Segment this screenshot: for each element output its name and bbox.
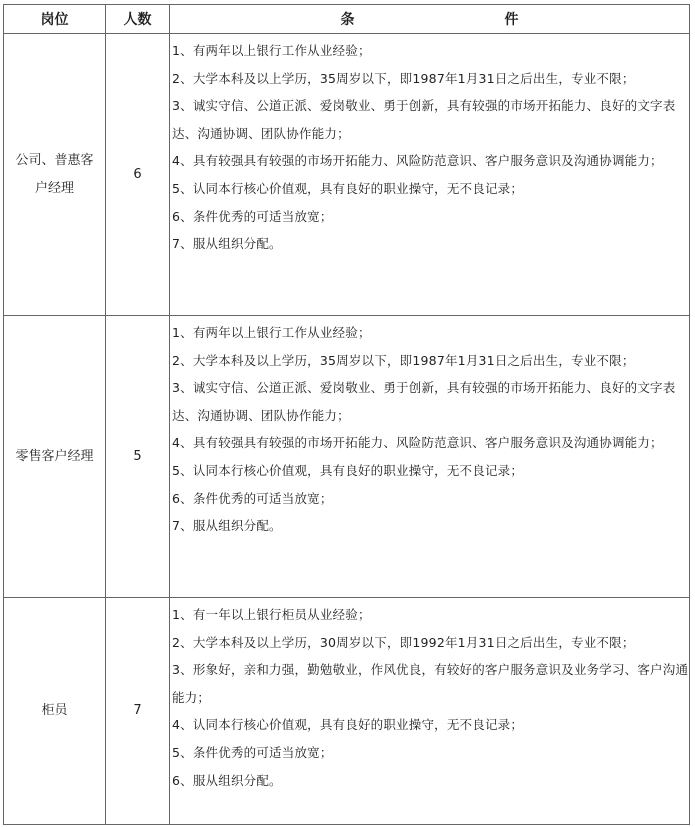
position-cell xyxy=(4,316,106,598)
condition-item: 5、认同本行核心价值观，具有良好的职业操守，无不良记录； xyxy=(172,180,524,196)
condition-item: 4、具有较强具有较强的市场开拓能力、风险防范意识、客户服务意识及沟通协调能力； xyxy=(172,153,663,169)
condition-item: 1、有两年以上银行工作从业经验； xyxy=(172,43,371,58)
condition-item: 6、条件优秀的可适当放宽； xyxy=(172,490,333,506)
position-name: 公司、普惠客户经理 xyxy=(15,152,94,196)
condition-item: 5、条件优秀的可适当放宽； xyxy=(172,744,333,760)
table-row xyxy=(4,34,690,316)
header-row xyxy=(4,5,690,34)
count-cell: 5 xyxy=(106,316,170,598)
conditions-list xyxy=(170,598,689,796)
position-cell xyxy=(4,598,106,825)
condition-item: 1、有两年以上银行工作从业经验； xyxy=(172,325,371,340)
conditions-cell xyxy=(170,316,690,598)
header-count: 人数 xyxy=(106,5,170,34)
condition-item: 5、认同本行核心价值观，具有良好的职业操守，无不良记录； xyxy=(172,462,524,478)
condition-item: 4、认同本行核心价值观，具有良好的职业操守，无不良记录； xyxy=(172,717,524,733)
position-cell xyxy=(4,34,106,316)
condition-item: 7、服从组织分配。 xyxy=(172,236,282,252)
condition-item: 2、大学本科及以上学历，35周岁以下，即1987年1月31日之后出生，专业不限； xyxy=(172,70,635,86)
conditions-cell xyxy=(170,598,690,825)
condition-item: 2、大学本科及以上学历，35周岁以下，即1987年1月31日之后出生，专业不限； xyxy=(172,352,635,368)
count-cell: 7 xyxy=(106,598,170,825)
condition-item: 3、形象好，亲和力强，勤勉敬业，作风优良，有较好的客户服务意识及业务学习、客户沟通能力； xyxy=(172,662,689,705)
conditions-cell xyxy=(170,34,690,316)
header-conditions-left: 条 xyxy=(340,12,355,28)
header-conditions-right: 件 xyxy=(504,12,519,28)
condition-item: 3、诚实守信、公道正派、爱岗敬业、勇于创新，具有较强的市场开拓能力、良好的文字表达、沟通协调、团队协作能力； xyxy=(172,380,676,423)
conditions-list xyxy=(170,34,689,260)
condition-item: 1、有一年以上银行柜员从业经验； xyxy=(172,607,371,622)
recruitment-table xyxy=(3,4,690,825)
condition-item: 6、条件优秀的可适当放宽； xyxy=(172,208,333,224)
condition-item: 3、诚实守信、公道正派、爱岗敬业、勇于创新，具有较强的市场开拓能力、良好的文字表达、沟通协调、团队协作能力； xyxy=(172,98,676,141)
condition-item: 4、具有较强具有较强的市场开拓能力、风险防范意识、客户服务意识及沟通协调能力； xyxy=(172,435,663,451)
position-name: 柜员 xyxy=(41,703,68,718)
header-position: 岗位 xyxy=(4,5,106,34)
conditions-list xyxy=(170,316,689,542)
condition-item: 7、服从组织分配。 xyxy=(172,518,282,534)
count-cell: 6 xyxy=(106,34,170,316)
table-row xyxy=(4,316,690,598)
table-row xyxy=(4,598,690,825)
position-name: 零售客户经理 xyxy=(15,448,94,464)
header-conditions xyxy=(170,5,690,34)
condition-item: 6、服从组织分配。 xyxy=(172,772,282,788)
condition-item: 2、大学本科及以上学历，30周岁以下，即1992年1月31日之后出生，专业不限； xyxy=(172,634,635,650)
